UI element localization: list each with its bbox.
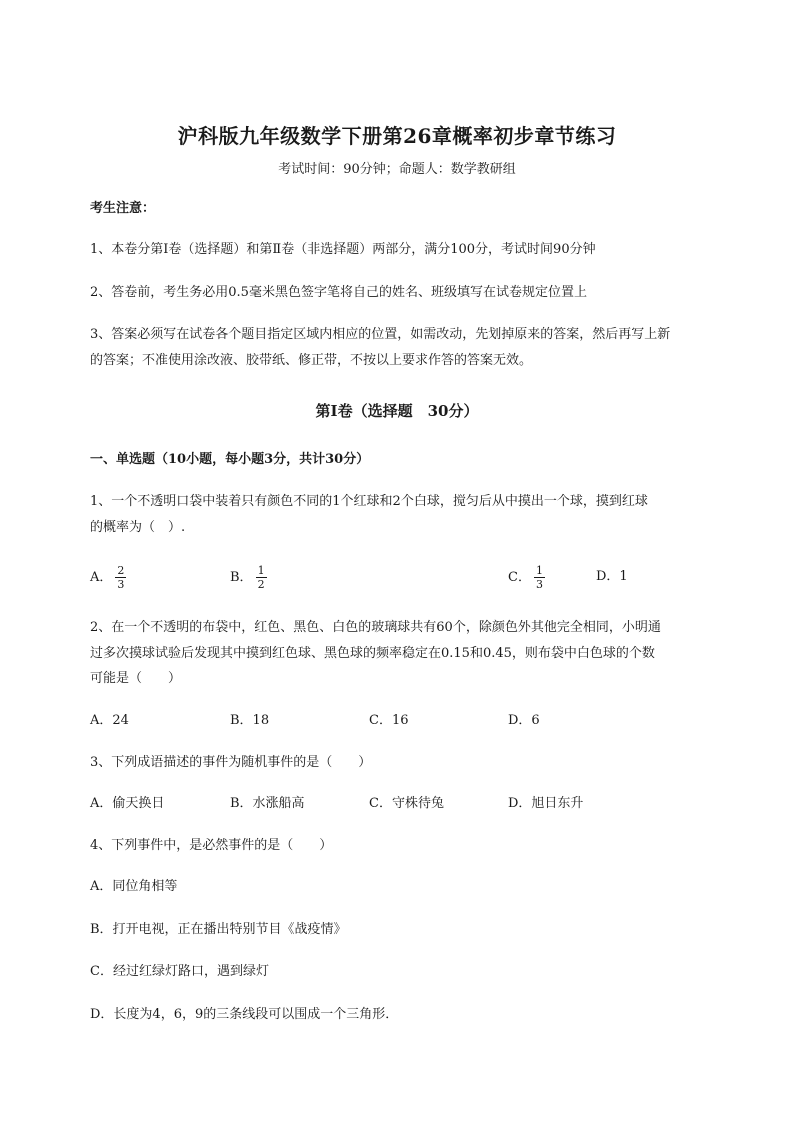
q2-stem-line2: 过多次摸球试验后发现其中摸到红色球、黑色球的频率稳定在0.15和0.45，则布袋中白色球的个数 [90,646,655,661]
q1-option-b-label: B． [230,570,253,585]
notice-item-2: 2、答卷前，考生务必用0.5毫米黑色签字笔将自己的姓名、班级填写在试卷规定位置上 [90,285,587,300]
page-title: 沪科版九年级数学下册第26章概率初步章节练习 [177,124,617,148]
exam-info: 考试时间：90分钟；命题人：数学教研组 [278,162,516,177]
q1-option-b-denominator: 2 [257,578,265,591]
q2-option-c: C．16 [369,713,409,728]
q3-option-d: D．旭日东升 [508,796,584,811]
q1-option-c-numerator: 1 [535,564,543,577]
q1-stem-line1: 1、一个不透明口袋中装着只有颜色不同的1个红球和2个白球，搅匀后从中摸出一个球，摸到红球 [90,494,648,509]
q1-option-d: D．1 [596,569,628,584]
q2-stem-line1: 2、在一个不透明的布袋中，红色、黑色、白色的玻璃球共有60个，除颜色外其他完全相同，小明通 [90,620,661,635]
notice-heading: 考生注意： [90,201,156,216]
section-title: 第I卷（选择题 30分） [315,402,479,420]
q4-option-d: D．长度为4，6，9的三条线段可以围成一个三角形． [90,1007,399,1022]
notice-item-3: 3、答案必须写在试卷各个题目指定区域内相应的位置，如需改动，先划掉原来的答案，然后再写上新 [90,327,671,342]
q1-option-b-numerator: 1 [257,564,265,577]
q2-option-b: B．18 [230,713,270,728]
q1-option-a-label: A． [90,570,113,585]
q4-option-c: C．经过红绿灯路口，遇到绿灯 [90,964,269,979]
q1-option-a-denominator: 3 [117,578,125,591]
q1-option-a [90,564,126,591]
q1-option-c-denominator: 3 [535,578,543,591]
notice-item-1: 1、本卷分第I卷（选择题）和第Ⅱ卷（非选择题）两部分，满分100分，考试时间90分钟 [90,242,596,257]
q2-option-d: D．6 [508,713,540,728]
q1-option-c-label: C． [508,570,531,585]
part-heading: 一、单选题（10小题，每小题3分，共计30分） [90,452,370,467]
q2-stem-line3: 可能是（ ） [90,671,182,686]
q1-option-c [508,564,545,591]
q1-option-b [230,564,267,591]
q1-option-a-fraction [115,564,126,591]
q3-stem: 3、下列成语描述的事件为随机事件的是（ ） [90,755,372,770]
q1-stem-line2: 的概率为（ ）. [90,520,186,535]
q4-option-b: B．打开电视，正在播出特别节目《战疫情》 [90,922,347,937]
q1-option-a-numerator: 2 [117,564,125,577]
q4-stem: 4、下列事件中，是必然事件的是（ ） [90,838,333,853]
q1-option-b-fraction [256,564,267,591]
q1-option-c-fraction [534,564,545,591]
q3-option-a: A．偷天换日 [90,796,165,811]
q3-option-b: B．水涨船高 [230,796,305,811]
q3-option-c: C．守株待兔 [369,796,444,811]
notice-item-3-cont: 的答案；不准使用涂改液、胶带纸、修正带，不按以上要求作答的答案无效。 [90,353,533,368]
q2-option-a: A．24 [90,713,129,728]
q4-option-a: A．同位角相等 [90,879,178,894]
